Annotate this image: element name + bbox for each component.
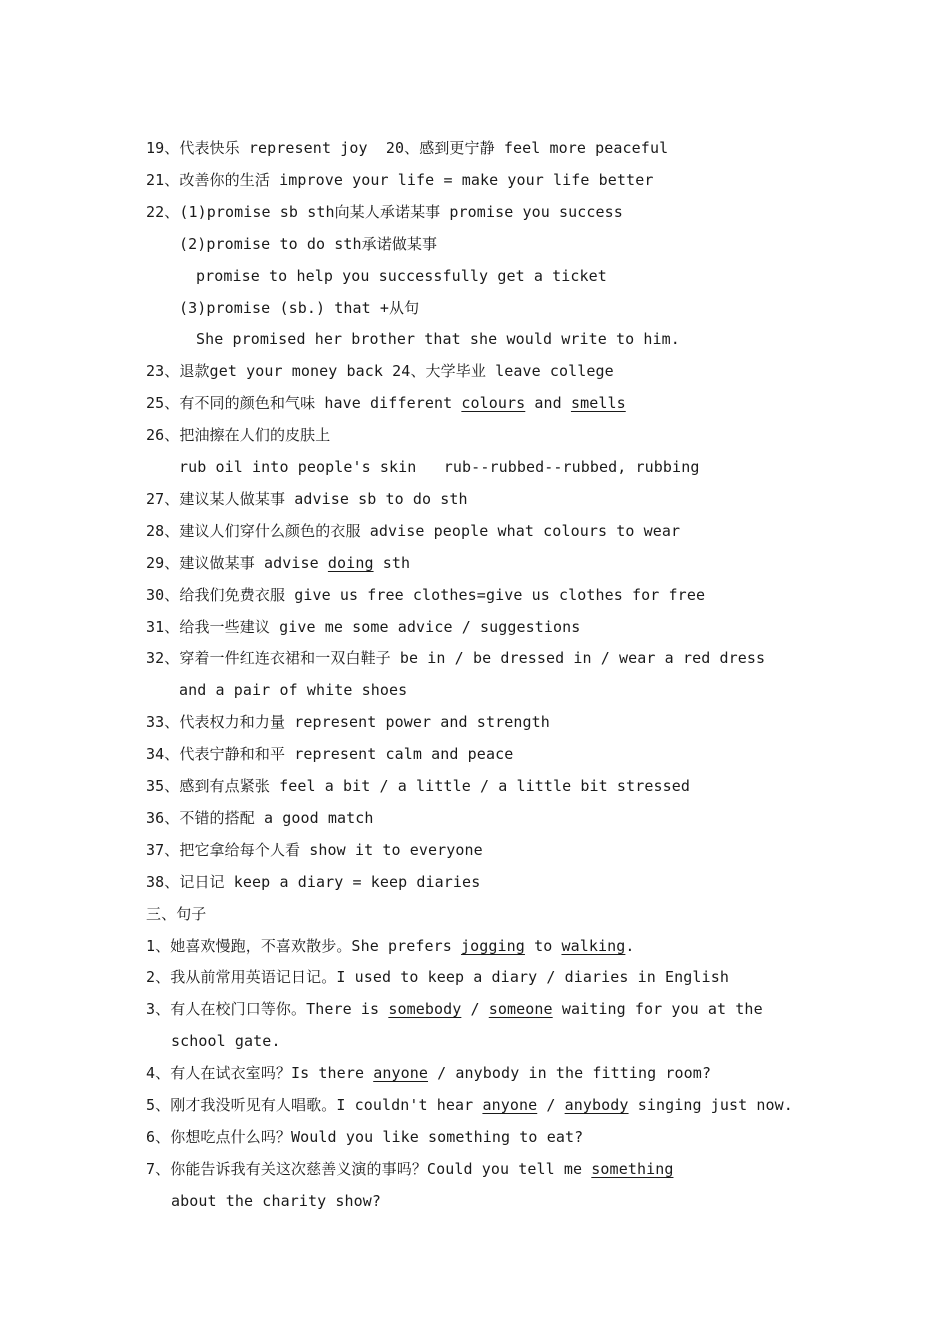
text-line — [196, 264, 607, 288]
text-line — [179, 232, 437, 256]
text-line — [146, 902, 206, 926]
text-line — [146, 1061, 711, 1085]
text-segment: She promised her brother that she would write to him. — [196, 330, 680, 348]
text-segment: waiting for you at the — [552, 1000, 763, 1018]
text-line — [146, 391, 626, 415]
text-segment: 25、有不同的颜色和气味 have different — [146, 394, 462, 412]
text-segment: and — [525, 394, 571, 412]
text-line — [146, 583, 705, 607]
text-line — [171, 1189, 381, 1213]
text-line — [146, 200, 623, 224]
text-line — [196, 327, 680, 351]
text-segment: 34、代表宁静和和平 represent calm and peace — [146, 745, 514, 763]
text-segment: 30、给我们免费衣服 give us free clothes=give us clothes for free — [146, 586, 706, 604]
text-line — [171, 1029, 281, 1053]
text-segment: 3、有人在校门口等你。There is — [146, 1000, 389, 1018]
text-line — [146, 168, 653, 192]
underlined-answer: anyone — [373, 1064, 429, 1082]
text-segment: 36、不错的搭配 a good match — [146, 809, 374, 827]
text-segment: sth — [373, 554, 411, 572]
text-segment: 38、记日记 keep a diary = keep diaries — [146, 873, 481, 891]
text-segment: 21、改善你的生活 improve your life = make your life better — [146, 171, 654, 189]
underlined-answer: anybody — [564, 1096, 629, 1114]
text-segment: 35、感到有点紧张 feel a bit / a little / a little bit stressed — [146, 777, 690, 795]
text-line — [146, 742, 513, 766]
text-segment: 6、你想吃点什么吗？Would you like something to eat? — [146, 1128, 584, 1146]
text-segment: . — [625, 937, 635, 955]
text-line — [146, 1093, 793, 1117]
text-segment: and a pair of white shoes — [179, 681, 408, 699]
underlined-answer: something — [591, 1160, 674, 1178]
text-line — [146, 838, 483, 862]
text-segment: 23、退款get your money back 24、大学毕业 leave college — [146, 362, 614, 380]
text-segment: 2、我从前常用英语记日记。I used to keep a diary / diaries in English — [146, 968, 729, 986]
text-segment: / — [537, 1096, 565, 1114]
text-segment: 29、建议做某事 advise — [146, 554, 328, 572]
text-segment: 19、代表快乐 represent joy 20、感到更宁静 feel more peaceful — [146, 139, 669, 157]
text-line — [146, 965, 729, 989]
text-segment: / — [461, 1000, 489, 1018]
underlined-answer: colours — [461, 394, 526, 412]
text-line — [146, 646, 765, 670]
text-segment: (3)promise (sb.) that +从句 — [179, 299, 420, 317]
text-segment: about the charity show? — [171, 1192, 382, 1210]
text-segment: / anybody in the fitting room? — [428, 1064, 712, 1082]
text-segment: 1、她喜欢慢跑，不喜欢散步。She prefers — [146, 937, 462, 955]
text-line — [146, 423, 330, 447]
underlined-answer: somebody — [388, 1000, 462, 1018]
text-segment: 4、有人在试衣室吗？Is there — [146, 1064, 374, 1082]
text-line — [179, 678, 407, 702]
text-segment: 7、你能告诉我有关这次慈善义演的事吗？Could you tell me — [146, 1160, 592, 1178]
text-line — [146, 870, 480, 894]
text-line — [146, 774, 690, 798]
text-line — [146, 519, 680, 543]
underlined-answer: someone — [488, 1000, 553, 1018]
text-line — [179, 455, 699, 479]
underlined-answer: anyone — [482, 1096, 538, 1114]
text-segment: (2)promise to do sth承诺做某事 — [179, 235, 438, 253]
text-line — [146, 934, 635, 958]
text-line — [146, 487, 468, 511]
text-segment: 26、把油擦在人们的皮肤上 — [146, 426, 331, 444]
text-segment: 三、句子 — [146, 905, 207, 923]
text-segment: 37、把它拿给每个人看 show it to everyone — [146, 841, 483, 859]
text-segment: 22、(1)promise sb sth向某人承诺某事 promise you success — [146, 203, 623, 221]
text-line — [146, 136, 668, 160]
text-segment: 5、刚才我没听见有人唱歌。I couldn't hear — [146, 1096, 483, 1114]
underlined-answer: walking — [561, 937, 626, 955]
text-segment: singing just now. — [628, 1096, 793, 1114]
text-line — [146, 359, 614, 383]
text-line — [146, 551, 410, 575]
text-segment: 33、代表权力和力量 represent power and strength — [146, 713, 550, 731]
text-segment: rub oil into people's skin rub--rubbed--rubbed, rubbing — [179, 458, 700, 476]
text-segment: to — [524, 937, 562, 955]
text-line — [146, 997, 763, 1021]
text-segment: 28、建议人们穿什么颜色的衣服 advise people what colours to wear — [146, 522, 681, 540]
underlined-answer: doing — [327, 554, 374, 572]
text-line — [146, 710, 550, 734]
text-line — [179, 296, 419, 320]
text-segment: 27、建议某人做某事 advise sb to do sth — [146, 490, 468, 508]
text-line — [146, 806, 374, 830]
text-segment: 32、穿着一件红连衣裙和一双白鞋子 be in / be dressed in / wear a red dress — [146, 649, 766, 667]
text-segment: promise to help you successfully get a ticket — [196, 267, 607, 285]
text-line — [146, 615, 580, 639]
text-segment: 31、给我一些建议 give me some advice / suggestions — [146, 618, 581, 636]
underlined-answer: smells — [570, 394, 626, 412]
text-segment: school gate. — [171, 1032, 281, 1050]
underlined-answer: jogging — [461, 937, 525, 955]
text-line — [146, 1157, 673, 1181]
text-line — [146, 1125, 583, 1149]
